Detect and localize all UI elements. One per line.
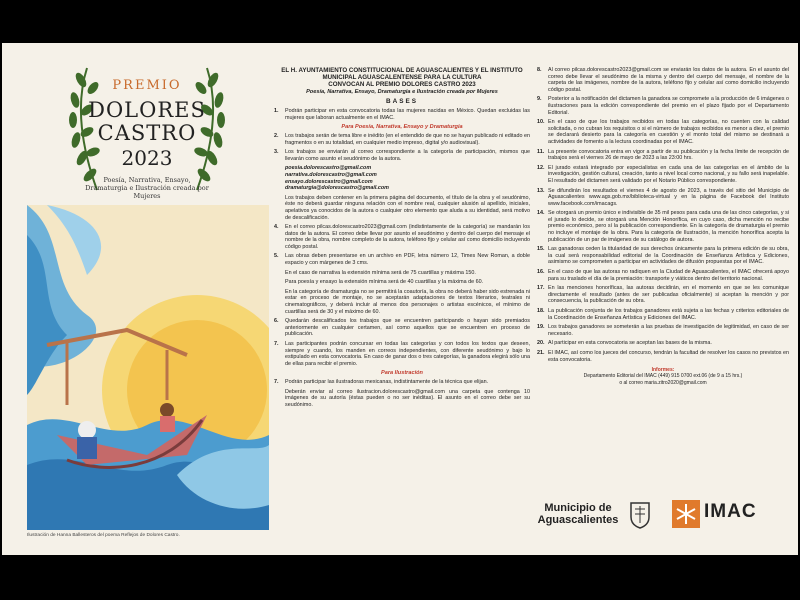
category-emails <box>285 165 530 191</box>
item-text: El IMAC, así como los jueces del concurso, tendrán la facultad de resolver los casos no previstos en esta convocatoria. <box>548 349 789 363</box>
paragraph: Deberán enviar al correo ilustracion.dolorescastro@gmail.com una carpeta que contenga 10 imágenes de su autoría (éstas pueden o no ser inéditas). El asunto en el correo debe ser su seudónimo. <box>285 388 530 408</box>
item-text: El jurado estará integrado por especialistas en cada una de las categorías en el ámbito de la investigación, gestión cultural, creación, tanto a nivel local como nacional, y su fallo será inapelable. El resultado del dictamen será validado por el Notario Público correspondiente. <box>548 164 789 184</box>
header-categories: Poesía, Narrativa, Ensayo, Dramaturgia e Ilustración creada por Mujeres <box>306 88 498 95</box>
email-poesia[interactable]: poesia.dolorescastro@gmail.com <box>285 165 372 172</box>
paragraph: Para poesía y ensayo la extensión mínima será de 40 cuartillas y la máxima de 60. <box>285 279 484 286</box>
email-narrativa[interactable]: narrativa.dolorescastro@gmail.com <box>285 171 377 178</box>
illustration-image <box>27 205 269 530</box>
municipio-logo-text: Municipio de Aguascalientes <box>537 502 619 526</box>
email-ensayo[interactable]: ensayo.dolorescastro@gmail.com <box>285 178 373 185</box>
item-text: Podrán participar las ilustradoras mexicanas, indistintamente de la técnica que elijan. <box>285 378 489 385</box>
item-text: Se otorgará un premio único e indivisible de 35 mil pesos para cada una de las cinco categorías, y si el jurado lo decide, se otorgará una Mención Honorífica, en cuyo caso, dicha mención no recibe premio económico, pero sí la publicación correspondiente. En la categoría de dramaturgia el premio no incluye el montaje de la obra. Para la categoría de Ilustración, la mención honorífica acepta la publicación de un par de imágenes de su catálogo de autora. <box>548 210 789 243</box>
bases-title: BASES <box>385 97 419 105</box>
left-column <box>2 43 272 555</box>
list-item: 11. La presente convocatoria entra en vigor a partir de su publicación y la fecha límite de recepción de trabajos será el viernes 26 de mayo de 2023 a las 23:00 hrs. <box>537 148 789 162</box>
list-item: 21. El IMAC, así como los jueces del concurso, tendrán la facultad de resolver los casos no previstos en esta convocatoria. <box>537 349 789 363</box>
list-item: 19. Los trabajos ganadores se someterán a las pruebas de investigación de legitimidad, en caso de ser necesario. <box>537 324 789 337</box>
item-text: Los trabajos se enviarán al correo correspondiente a la categoría de participación, mismos que llevarán como asunto el seudónimo de la autora. <box>285 149 530 162</box>
illustration-caption: Ilustración de Hanna Ballesteros del poema Reflejos de Dolores Castro. <box>27 533 180 538</box>
list-item: 2. Los trabajos serán de tema libre e inédito (en el entendido de que no se hayan publicado ni editado en fragmentos o en su totalidad, en cualquier medio impreso, digital y/o audiovisual). <box>274 132 530 146</box>
list-item: 13. Se difundirán los resultados el viernes 4 de agosto de 2023, a través del sitio del Municipio de Aguascalientes www.ags.gob.mx/biblioteca-virtual y en la página de Facebook del Instituto www.facebook.com/imacags. <box>537 187 789 207</box>
list-item: 18. La publicación conjunta de los trabajos ganadores está sujeta a las fechas y criterios editoriales de la Coordinación de Enseñanza Artística y Ediciones del IMAC. <box>537 308 789 321</box>
logo-year: 2023 <box>121 146 173 170</box>
section-heading-illustration: Para Ilustración <box>381 370 423 377</box>
list-item: 8. Al correo pilcas.dolorescastro2023@gmail.com se enviarán los datos de la autora. En el asunto del correo debe llevar el seudónimo de la misma y dentro del cuerpo del mensaje, el nombre de la carpeta de las imágenes, nombre de la autora, teléfono fijo y celular así como domicilio incluyendo código postal. <box>537 67 789 93</box>
list-item: 14. Se otorgará un premio único e indivisible de 35 mil pesos para cada una de las cinco categorías, y si el jurado lo decide, se otorgará una Mención Honorífica, en cuyo caso, dicha mención no recibe premio económico, pero sí la publicación correspondiente. En la categoría de dramaturgia el premio no incluye el montaje de la obra. Para la categoría de Ilustración, la mención honorífica acepta la publicación de un par de imágenes de su catálogo de autora. <box>537 210 789 243</box>
logo-name-line1: DOLORES <box>88 98 206 122</box>
list-item: 12. El jurado estará integrado por especialistas en cada una de las categorías en el ámbito de la investigación, gestión cultural, creación, tanto a nivel local como nacional, y su fallo será inapelable. El resultado del dictamen será validado por el Notario Público correspondiente. <box>537 164 789 184</box>
footer-logos <box>532 498 792 543</box>
list-item: 5. Las obras deben presentarse en un archivo en PDF, letra número 12, Times New Roman, a doble espacio y con márgenes de 3 cms. <box>274 253 530 267</box>
list-item: 7. Podrán participar las ilustradoras mexicanas, indistintamente de la técnica que elijan. <box>274 379 530 386</box>
contact-info <box>537 367 789 386</box>
section-heading-poetry: Para Poesía, Narrativa, Ensayo y Dramaturgia <box>341 124 463 131</box>
poster <box>2 43 798 555</box>
list-item: 3. Los trabajos se enviarán al correo correspondiente a la categoría de participación, mismos que llevarán como asunto el seudónimo de la autora. <box>274 149 530 162</box>
logo-name-line2: CASTRO <box>97 121 197 145</box>
item-text: Las participantes podrán concursar en todas las categorías y con todos los textos que deseen, siempre y cuando, los manden en correos independientes, con diferente seudónimo y bajo lo estipulado en esta convocatoria. En caso de ganar dos o tres categorías, la ganadora elegirá sólo una de ellas para recibir el premio. <box>285 341 530 367</box>
list-item: 6. Quedarán descalificados los trabajos que se encuentren participando o hayan sido premiados anteriormente en cualquier certamen, así como aquellos que se encuentren en proceso de publicación. <box>274 318 530 338</box>
list-item: 16. En el caso de que las autoras no radiquen en la Ciudad de Aguascalientes, el IMAC ofrecerá apoyo para su traslado el día de la premiación: transporte y viáticos dentro del territorio nacional. <box>537 269 789 282</box>
item-text: Al correo pilcas.dolorescastro2023@gmail.com se enviarán los datos de la autora. En el asunto del correo debe llevar el seudónimo de la misma y dentro del cuerpo del mensaje, el nombre de la carpeta de las imágenes, nombre de la autora, teléfono fijo y celular así como domicilio incluyendo código postal. <box>548 67 789 93</box>
item-text: Se difundirán los resultados el viernes 4 de agosto de 2023, a través del sitio del Municipio de Aguascalientes www.ags.gob.mx/biblioteca-virtual y en la página de Facebook del Instituto www.facebook.com/imacags. <box>548 187 789 207</box>
paragraph: En la categoría de dramaturgia no se permitirá la coautoría, la obra no deberá haber sido estrenada ni estar en proceso de montaje, no se aceptarán adaptaciones de textos literarios, teatrales ni cinematográficos, y deberá incluir al menos dos personajes o artistas escénicos, el mínimo de cuartillas será de 30 y el máximo de 60. <box>285 288 530 315</box>
imac-logo-text: IMAC <box>704 501 757 522</box>
item-text: Podrán participar en esta convocatoria todas las mujeres nacidas en México. Quedan excluidas las mujeres que laboran actualmente en el IMAC. <box>285 108 530 121</box>
right-column <box>537 67 789 386</box>
item-text: En las menciones honoríficas, las autoras decidirán, en el momento en que se les comunique directamente el resultado (antes de ser publicadas oficialmente) si aceptan la mención y por consecuencia, la publicación de su obra. <box>548 285 789 305</box>
list-item: 9. Posterior a la notificación del dictamen la ganadora se compromete a la producción de 6 imágenes o ilustraciones para la edición correspondiente del premio en el plazo fijado por el Departamento Editorial. <box>537 96 789 116</box>
info-heading: Informes: <box>651 367 675 374</box>
list-item: 17. En las menciones honoríficas, las autoras decidirán, en el momento en que se les comunique directamente el resultado (antes de ser publicadas oficialmente) si aceptan la mención y por consecuencia, la publicación de su obra. <box>537 285 789 305</box>
logo-subtitle: Poesía, Narrativa, Ensayo, Dramaturgia e Ilustración creada por Mujeres <box>85 176 209 200</box>
item-text: En el correo pilcas.dolorescastro2023@gmail.com (indistintamente de la categoría) se mandarán los datos de la autora. El correo debe llevar por asunto el seudónimo y dentro del cuerpo del mensaje el nombre de la obra, nombre completo de la autora, teléfono fijo y celular así como domicilio incluyendo código postal. <box>285 224 530 250</box>
middle-column <box>274 67 530 411</box>
email-dramaturgia[interactable]: dramaturgia@dolorescastro@gmail.com <box>285 185 389 192</box>
item-text: Los trabajos serán de tema libre e inédito (en el entendido de que no se hayan publicado ni editado en fragmentos o en su totalidad, en cualquier medio impreso, digital y/o audiovisual). <box>285 132 530 146</box>
item-text: Las obras deben presentarse en un archivo en PDF, letra número 12, Times New Roman, a doble espacio y con márgenes de 3 cms. <box>285 253 530 267</box>
item-text: Posterior a la notificación del dictamen la ganadora se compromete a la producción de 6 imágenes o ilustraciones para la edición correspondiente del premio en el plazo fijado por el Departamento Editorial. <box>548 96 789 116</box>
item-text: Quedarán descalificados los trabajos que se encuentren participando o hayan sido premiados anteriormente en cualquier certamen, así como aquellos que se encuentren en proceso de publicación. <box>285 318 530 338</box>
imac-emblem-icon <box>672 500 700 528</box>
list-item: 20. Al participar en esta convocatoria se aceptan las bases de la misma. <box>537 340 789 347</box>
item-text: La publicación conjunta de los trabajos ganadores está sujeta a las fechas y criterios editoriales de la Coordinación de Enseñanza Artística y Ediciones del IMAC. <box>548 308 789 321</box>
list-item: 15. Las ganadoras ceden la titularidad de sus derechos únicamente para la primera edición de su obra, la cual será responsabilidad editorial de la Coordinación de Enseñanza Artística y Ediciones, asimismo se comprometen a participar en actividades de difusión propuestas por el IMAC. <box>537 246 789 266</box>
premio-label: PREMIO <box>112 78 182 93</box>
info-email[interactable]: o al correo maria.zitro2020@gmail.com <box>619 379 707 386</box>
info-phone: Departamento Editorial del IMAC (449) 915 0700 ext.06 (de 9 a 15 hrs.) <box>583 373 743 380</box>
header-organizers: EL H. AYUNTAMIENTO CONSTITUCIONAL DE AGUASCALIENTES Y EL INSTITUTO MUNICIPAL AGUASCALENTENSE PARA LA CULTURA <box>281 67 523 82</box>
paragraph: En el caso de narrativa la extensión mínima será de 75 cuartillas y máxima 150. <box>285 269 476 276</box>
item-text: Los trabajos ganadores se someterán a las pruebas de investigación de legitimidad, en caso de ser necesario. <box>548 324 789 337</box>
header-convocation: CONVOCAN AL PREMIO DOLORES CASTRO 2023 <box>328 81 476 89</box>
list-item: 7. Las participantes podrán concursar en todas las categorías y con todos los textos que deseen, siempre y cuando, los manden en correos independientes, con diferente seudónimo y bajo lo estipulado en esta convocatoria. En caso de ganar dos o tres categorías, la ganadora elegirá sólo una de ellas para recibir el premio. <box>274 341 530 367</box>
item-text: La presente convocatoria entra en vigor a partir de su publicación y la fecha límite de recepción de trabajos será el viernes 26 de mayo de 2023 a las 23:00 hrs. <box>548 148 789 162</box>
item-text: En el caso de que las autoras no radiquen en la Ciudad de Aguascalientes, el IMAC ofrecerá apoyo para su traslado el día de la premiación: transporte y viáticos dentro del territorio nacional. <box>548 269 789 282</box>
item-text: En el caso de que los trabajos recibidos en todas las categorías, no cuenten con la calidad solicitada, o no cubran los requisitos o si el número de trabajos recibidos es menor a diez, el premio se declarará desierto para la categoría en cuestión y el monto total del mismo se destinará a actividades de fomento a la lectura coordinadas por el IMAC. <box>548 119 789 145</box>
item-text: Las ganadoras ceden la titularidad de sus derechos únicamente para la primera edición de su obra, la cual será responsabilidad editorial de la Coordinación de Enseñanza Artística y Ediciones, asimismo se comprometen a participar en actividades de difusión propuestas por el IMAC. <box>548 246 789 266</box>
list-item: 10. En el caso de que los trabajos recibidos en todas las categorías, no cuenten con la calidad solicitada, o no cubran los requisitos o si el número de trabajos recibidos es menor a diez, el premio se declarará desierto para la categoría en cuestión y el monto total del mismo se destinará a actividades de fomento a la lectura coordinadas por el IMAC. <box>537 119 789 145</box>
list-item: 4. En el correo pilcas.dolorescastro2023@gmail.com (indistintamente de la categoría) se mandarán los datos de la autora. El correo debe llevar por asunto el seudónimo y dentro del cuerpo del mensaje el nombre de la obra, nombre completo de la autora, teléfono fijo y celular así como domicilio incluyendo código postal. <box>274 224 530 250</box>
item-text: Al participar en esta convocatoria se aceptan las bases de la misma. <box>548 340 712 347</box>
paragraph: Los trabajos deben contener en la primera página del documento, el título de la obra y el seudónimo, éste no deberá guardar ninguna relación con el nombre real, cualquier alusión al apellido, iniciales, apelativos ya conocidos de la autora o cualquier otro elemento que aluda a su identidad, será motivo de descalificación. <box>285 194 530 221</box>
coat-of-arms-icon <box>629 501 651 529</box>
list-item: 1. Podrán participar en esta convocatoria todas las mujeres nacidas en México. Quedan excluidas las mujeres que laboran actualmente en el IMAC. <box>274 108 530 121</box>
